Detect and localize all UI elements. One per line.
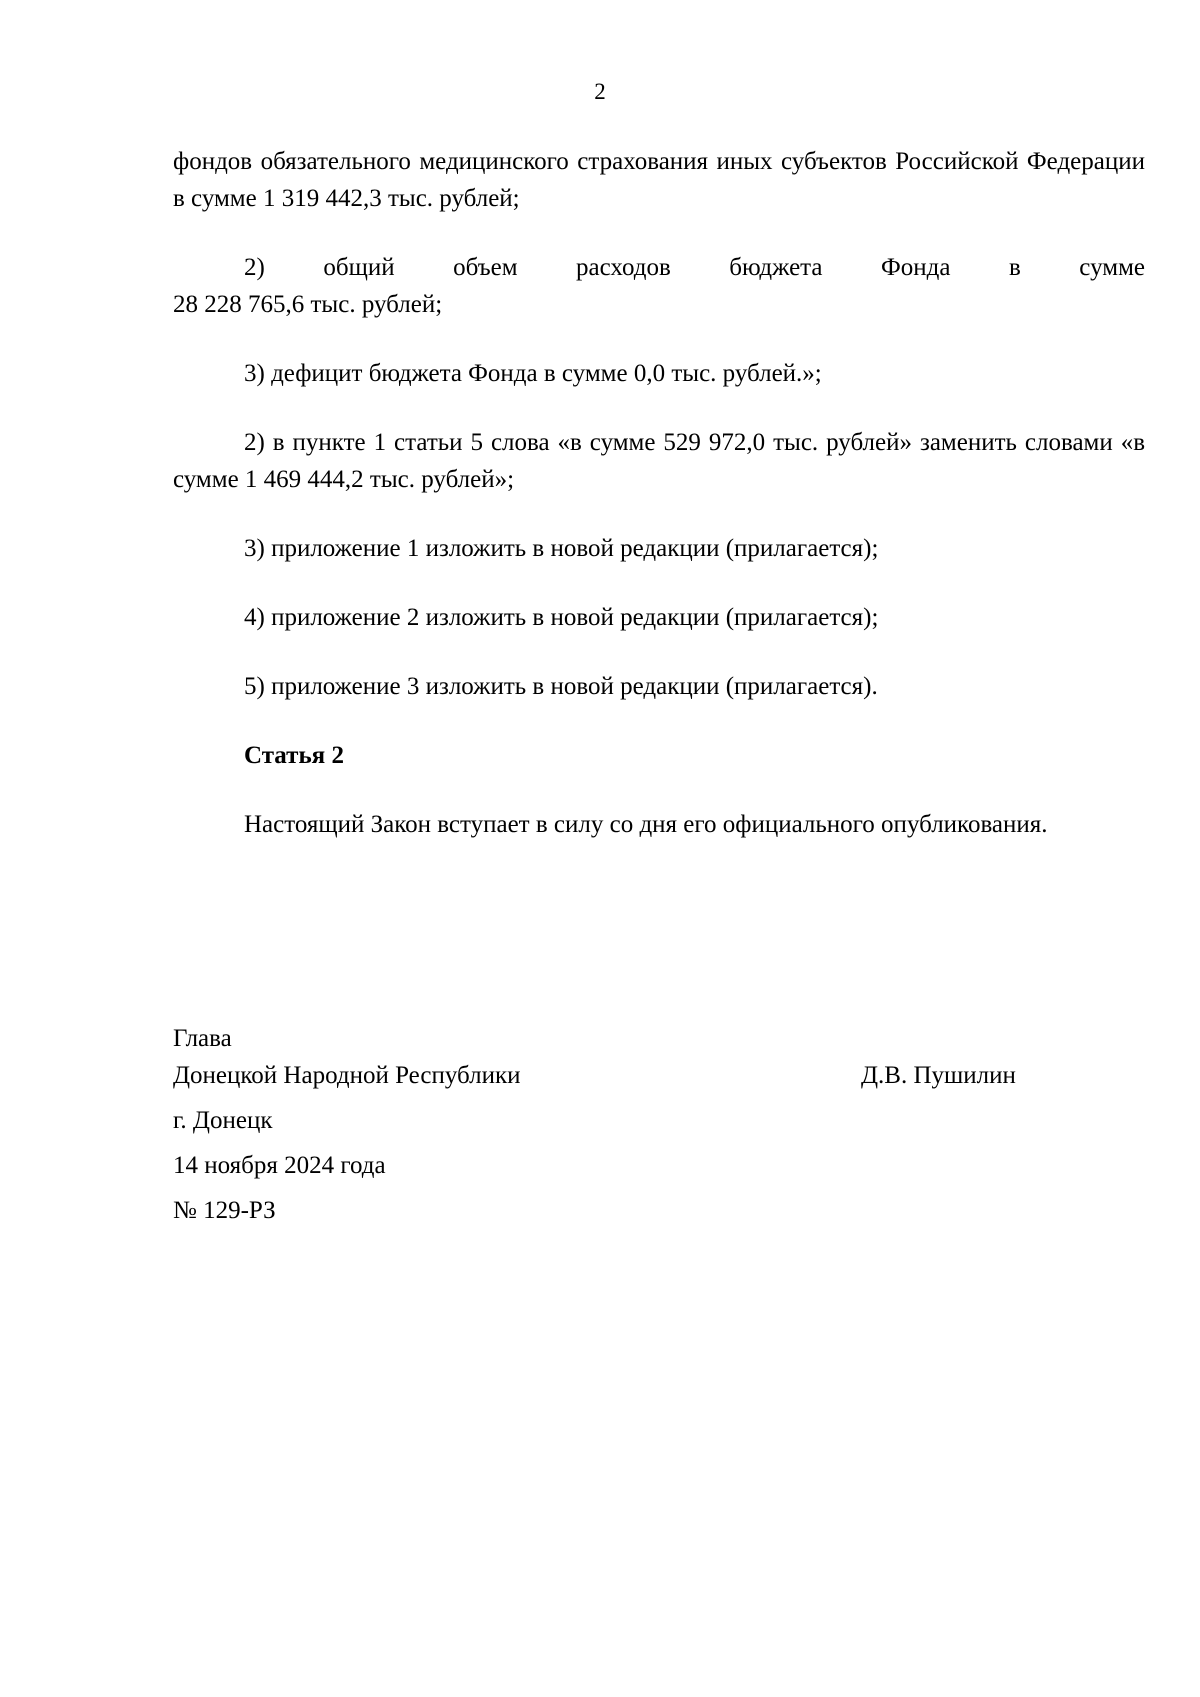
- paragraph-continuation: фондов обязательного медицинского страхования иных субъектов Российской Федерации в сумме 1 319 442,3 тыс. рублей;: [173, 148, 1145, 212]
- paragraph-appendix-3: 5) приложение 3 изложить в новой редакции (прилагается).: [244, 673, 878, 700]
- signature-title-line2: Донецкой Народной Республики: [173, 1062, 521, 1089]
- signatory-name: Д.В. Пушилин: [861, 1062, 1016, 1089]
- document-number: № 129-РЗ: [173, 1197, 276, 1224]
- paragraph-deficit: 3) дефицит бюджета Фонда в сумме 0,0 тыс. рублей.»;: [244, 360, 822, 387]
- paragraph-total-expenses: [173, 249, 1145, 323]
- paragraph-appendix-1: 3) приложение 1 изложить в новой редакции (прилагается);: [244, 535, 879, 562]
- article-heading: Статья 2: [244, 742, 344, 769]
- document-body: [173, 143, 1145, 875]
- document-city: г. Донецк: [173, 1107, 273, 1134]
- signature-block: [173, 1020, 1145, 1233]
- paragraph-total-expenses-line1: 2) общий объем расходов бюджета Фонда в сумме: [244, 254, 1145, 281]
- signature-title-row-1: [173, 1020, 1145, 1057]
- paragraph-article5-amendment: 2) в пункте 1 статьи 5 слова «в сумме 529 972,0 тыс. рублей» заменить словами «в сумме 1 469 444,2 тыс. рублей»;: [173, 429, 1145, 493]
- page-number: 2: [594, 79, 606, 104]
- paragraph-effective-date: Настоящий Закон вступает в силу со дня его официального опубликования.: [244, 811, 1048, 838]
- document-date: 14 ноября 2024 года: [173, 1152, 386, 1179]
- paragraph-total-expenses-line2: 28 228 765,6 тыс. рублей;: [173, 291, 443, 318]
- signature-title-line1: Глава: [173, 1025, 232, 1052]
- signature-title-row-2: [173, 1057, 1145, 1094]
- paragraph-appendix-2: 4) приложение 2 изложить в новой редакции (прилагается);: [244, 604, 879, 631]
